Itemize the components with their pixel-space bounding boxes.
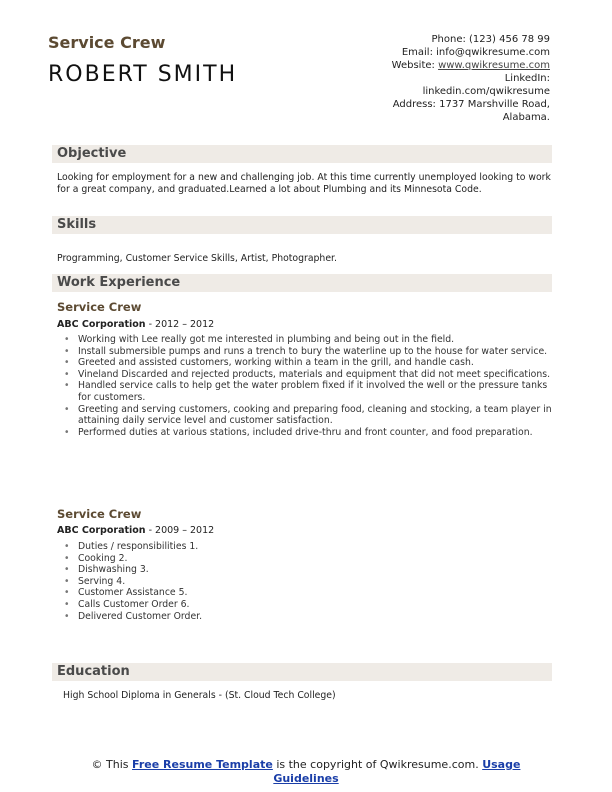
footer-middle: is the copyright of Qwikresume.com. — [272, 758, 483, 771]
job-2-title: Service Crew — [57, 507, 142, 521]
list-item: • Customer Assistance 5. — [60, 587, 555, 599]
job-1-company: ABC Corporation — [57, 319, 146, 330]
contact-linkedin-value: linkedin.com/qwikresume — [422, 86, 550, 97]
list-item: • Greeting and serving customers, cooking and preparing food, cleaning and stocking, a team player in attaining daily service level and customer satisfaction. — [60, 404, 555, 427]
usage-link[interactable]: Usage — [482, 758, 521, 771]
list-item: • Performed duties at various stations, included drive-thru and front counter, and food preparation. — [60, 427, 555, 439]
list-item: • Install submersible pumps and runs a trench to bury the waterline up to the house for water service. — [60, 346, 555, 358]
education-text: High School Diploma in Generals - (St. Cloud Tech College) — [63, 690, 336, 701]
footer-prefix: © This — [91, 758, 133, 771]
list-item: • Calls Customer Order 6. — [60, 599, 555, 611]
contact-linkedin-label: LinkedIn: — [504, 73, 550, 84]
objective-bar — [52, 145, 552, 163]
list-item: • Working with Lee really got me interested in plumbing and being out in the field. — [60, 334, 555, 346]
skills-bar — [52, 216, 552, 234]
contact-phone: Phone: (123) 456 78 99 — [431, 34, 550, 45]
education-title: Education — [57, 664, 130, 679]
job-1-dates: - 2012 – 2012 — [145, 319, 215, 330]
skills-text: Programming, Customer Service Skills, Artist, Photographer. — [57, 253, 337, 264]
list-item: • Handled service calls to help get the water problem fixed if it involved the well or the pressure tanks for customers. — [60, 380, 555, 403]
list-item: • Greeted and assisted customers, working within a team in the grill, and handle cash. — [60, 357, 555, 369]
contact-email: Email: info@qwikresume.com — [401, 47, 550, 58]
guidelines-link[interactable]: Guidelines — [273, 772, 339, 785]
footer — [0, 758, 612, 786]
job-1-title: Service Crew — [57, 300, 142, 314]
objective-title: Objective — [57, 146, 127, 161]
contact-website — [310, 59, 550, 72]
contact-block — [310, 33, 550, 124]
list-item: • Vineland Discarded and rejected products, materials and equipment that did not meet specifications. — [60, 369, 555, 381]
list-item: • Cooking 2. — [60, 553, 555, 565]
job-1-bullets — [60, 334, 555, 438]
list-item: • Duties / responsibilities 1. — [60, 541, 555, 553]
contact-address-line1: Address: 1737 Marshville Road, — [392, 99, 550, 110]
job-2-company: ABC Corporation — [57, 525, 146, 536]
free-resume-template-link[interactable]: Free Resume Template — [132, 758, 273, 771]
list-item: • Dishwashing 3. — [60, 564, 555, 576]
contact-address-line2: Alabama. — [502, 112, 550, 123]
skills-title: Skills — [57, 217, 97, 232]
contact-website-label: Website: — [391, 60, 439, 71]
list-item: • Serving 4. — [60, 576, 555, 588]
candidate-name: ROBERT SMITH — [48, 62, 238, 87]
header-job-title: Service Crew — [48, 33, 166, 52]
job-2-company-line — [57, 525, 214, 536]
job-2-dates: - 2009 – 2012 — [145, 525, 215, 536]
objective-text: Looking for employment for a new and challenging job. At this time currently unemployed looking to work for a great company, and graduated.Learned a lot about Plumbing and its Minnesota Code. — [57, 172, 551, 195]
job-1-company-line — [57, 319, 214, 330]
job-2-bullets — [60, 541, 555, 622]
contact-website-link[interactable]: www.qwikresume.com — [438, 60, 550, 71]
list-item: • Delivered Customer Order. — [60, 611, 555, 623]
work-title: Work Experience — [57, 275, 181, 290]
